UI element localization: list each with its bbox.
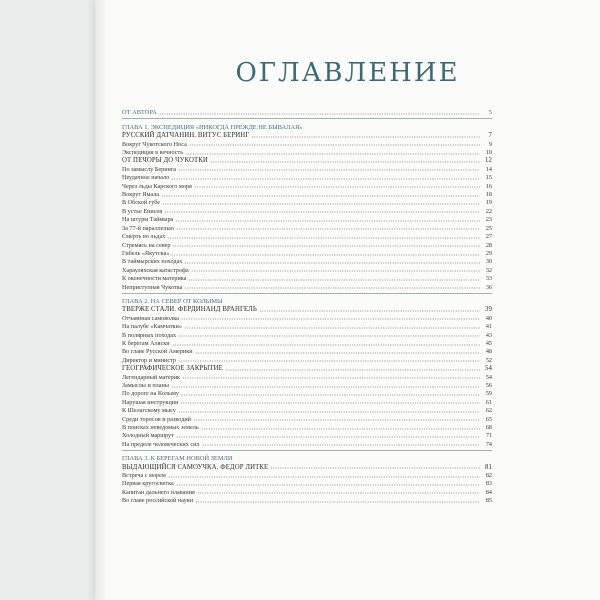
dot-leader [172, 342, 480, 346]
dot-leader [225, 367, 480, 371]
toc-entry-title: Первая кругосветка [122, 480, 174, 488]
toc-page-number: 7 [488, 132, 492, 140]
toc-entry[interactable] [122, 471, 492, 479]
toc-entry-title: Гибель «Якутска» [122, 249, 170, 257]
toc-page-number: 30 [485, 258, 492, 266]
dot-leader [182, 376, 480, 380]
toc-entry-title: Во главе Русской Америки [122, 348, 193, 356]
dot-leader [171, 176, 480, 180]
toc-page-number: 71 [485, 432, 492, 440]
toc-entry-title: В таймырских походах [122, 258, 183, 266]
toc-page-number: 22 [485, 207, 492, 215]
toc-entry[interactable] [122, 330, 492, 338]
dot-leader [168, 474, 480, 478]
dot-leader [176, 227, 480, 231]
toc-page-number: 19 [485, 199, 492, 207]
toc-chapter[interactable] [122, 454, 492, 462]
dot-leader [171, 252, 480, 256]
section-divider [122, 448, 492, 454]
toc-page-number: 56 [485, 382, 492, 389]
toc-entry[interactable] [122, 249, 492, 257]
dot-leader [210, 159, 480, 163]
toc-entry-title: К берегам Аляски [122, 339, 170, 347]
toc-entry-title: В полярных походах [122, 331, 177, 339]
toc-entry-title: По замыслу Беринга [122, 165, 177, 173]
toc-entry[interactable] [122, 181, 492, 189]
toc-entry-title: Харауляхская катастрофа [122, 266, 189, 274]
toc-entry[interactable] [122, 397, 492, 405]
toc-entry[interactable] [122, 355, 492, 363]
dot-leader [167, 235, 480, 239]
toc-page-number: 29 [485, 249, 492, 257]
dot-leader [178, 359, 480, 363]
toc-page-number: 85 [485, 497, 492, 505]
dot-leader [195, 350, 480, 354]
toc-entry-title: ГЛАВА 3. К БЕРЕГАМ НОВОЙ ЗЕМЛИ [122, 455, 233, 463]
dot-leader [180, 401, 480, 405]
toc-entry-title: Экспедиция в вечность [122, 149, 184, 157]
dot-leader [197, 491, 480, 495]
toc-page-number: 12 [485, 157, 492, 165]
toc-entry[interactable] [122, 198, 492, 206]
toc-section[interactable] [122, 364, 492, 372]
dot-leader [194, 185, 480, 189]
dot-leader [178, 409, 480, 413]
dot-leader [184, 286, 480, 290]
page-title: ОГЛАВЛЕНИЕ [235, 58, 460, 88]
dot-leader [184, 260, 480, 264]
toc-entry[interactable] [122, 190, 492, 198]
toc-entry-title: Вокруг Ямала [122, 191, 160, 199]
toc-page-number: 25 [485, 224, 492, 232]
toc-entry-title: ГЛАВА 2. НА СЕВЕР ОТ КОЛЫМЫ [122, 297, 223, 305]
dot-leader [270, 466, 480, 470]
toc-entry[interactable] [122, 479, 492, 487]
dot-leader [184, 325, 480, 329]
toc-entry[interactable] [122, 347, 492, 355]
toc-page-number: 41 [485, 323, 492, 331]
toc-entry-title: Неприступная Чукотка [122, 283, 183, 291]
toc-entry-title: ОТ АВТОРА [122, 109, 157, 117]
toc-page-number: 61 [485, 398, 492, 406]
toc-entry[interactable] [122, 406, 492, 414]
dot-leader [259, 308, 480, 312]
dot-leader [195, 499, 480, 503]
toc-entry-title: На палубе «Камчатки» [122, 323, 182, 331]
toc-entry[interactable] [122, 215, 492, 223]
toc-section[interactable] [122, 462, 492, 470]
toc-entry[interactable] [122, 313, 492, 321]
toc-entry-title: К Шелагскому мысу [122, 407, 176, 415]
toc-entry-title: В поисках неведомых земель [122, 424, 199, 432]
toc-page-number: 9 [488, 140, 492, 148]
toc-entry[interactable] [122, 232, 492, 240]
toc-entry[interactable] [122, 265, 492, 273]
table-of-contents [122, 108, 492, 504]
dot-leader [188, 277, 480, 281]
toc-entry[interactable] [122, 431, 492, 439]
spine-shadow [95, 0, 107, 600]
toc-entry-title: В Обской губе [122, 199, 161, 207]
toc-section[interactable] [122, 305, 492, 313]
dot-leader [202, 443, 481, 447]
toc-entry[interactable] [122, 487, 492, 495]
toc-entry[interactable] [122, 206, 492, 214]
toc-page-number: 14 [485, 165, 492, 173]
dot-leader [189, 143, 480, 147]
toc-page-number: 5 [488, 109, 492, 117]
dot-leader [172, 244, 480, 248]
dot-leader [201, 426, 480, 430]
toc-chapter[interactable] [122, 297, 492, 305]
dot-leader [178, 334, 480, 338]
dot-leader [161, 193, 480, 197]
toc-page-number: 27 [485, 233, 492, 241]
toc-page-number: 36 [485, 283, 492, 291]
toc-entry-title: Стремясь на север [122, 241, 171, 249]
toc-page-number: 16 [485, 182, 492, 190]
dot-leader [181, 392, 480, 396]
toc-entry-title: Нарушая инструкции [122, 398, 179, 406]
toc-entry-title: Неудачное начало [122, 174, 170, 182]
section-divider [122, 116, 492, 122]
toc-entry-title: Вокруг Чукотского Носа [122, 140, 187, 148]
toc-entry-title: ВЫДАЮЩИЙСЯ САМОУЧКА. ФЕДОР ЛИТКЕ [122, 463, 269, 471]
dot-leader [185, 151, 480, 155]
toc-entry-title: За 77-й параллелью [122, 224, 174, 232]
toc-page-number: 40 [485, 314, 492, 322]
toc-entry[interactable] [122, 223, 492, 231]
dot-leader [164, 210, 480, 214]
toc-page-number: 68 [485, 424, 492, 432]
toc-entry[interactable] [122, 414, 492, 422]
toc-entry-title: РУССКИЙ ДАТЧАНИН. ВИТУС БЕРИНГ [122, 132, 250, 140]
toc-entry[interactable] [122, 139, 492, 147]
toc-entry[interactable] [122, 381, 492, 389]
toc-entry-title: Отчаянная самоволка [122, 314, 179, 322]
toc-entry[interactable] [122, 148, 492, 156]
toc-entry[interactable] [122, 240, 492, 248]
toc-chapter[interactable] [122, 108, 492, 116]
toc-entry-title: Легендарный материк [122, 373, 181, 381]
toc-entry-title: Директор и министр [122, 356, 176, 364]
toc-entry-title: ГЛАВА 1. ЭКСПЕДИЦИЯ «НИКОГДА ПРЕЖДЕ НЕ БЫВАЛАЯ» [122, 123, 303, 131]
toc-entry-title: Во главе российской науки [122, 497, 194, 505]
dot-leader [191, 269, 480, 273]
toc-page-number: 48 [485, 348, 492, 356]
toc-entry-title: Среди торосов и разводий [122, 415, 191, 423]
dot-leader [159, 111, 480, 115]
toc-entry-title: На штурм Таймыра [122, 216, 174, 224]
dot-leader [251, 134, 480, 138]
toc-entry[interactable] [122, 322, 492, 330]
toc-page-number: 39 [485, 306, 492, 314]
toc-entry[interactable] [122, 496, 492, 504]
toc-entry[interactable] [122, 164, 492, 172]
toc-page-number: 54 [485, 365, 492, 373]
toc-entry[interactable] [122, 282, 492, 290]
toc-page-number: 28 [485, 241, 492, 249]
dot-leader [171, 384, 480, 388]
toc-entry[interactable] [122, 339, 492, 347]
toc-page-number: 43 [485, 331, 492, 339]
toc-page-number: 59 [485, 390, 492, 398]
toc-page-number: 74 [485, 440, 492, 448]
toc-page-number: 52 [485, 356, 492, 364]
toc-entry-title: ОТ ПЕЧОРЫ ДО ЧУКОТКИ [122, 157, 208, 165]
dot-leader [176, 482, 480, 486]
toc-entry-title: Замыслы и планы [122, 382, 169, 389]
dot-leader [178, 168, 480, 172]
toc-entry[interactable] [122, 423, 492, 431]
toc-page-number: 10 [485, 149, 492, 157]
toc-entry-title: ГЕОГРАФИЧЕСКОЕ ЗАКРЫТИЕ [122, 365, 223, 373]
toc-page-number: 81 [485, 463, 492, 471]
toc-page-number: 32 [485, 266, 492, 274]
toc-entry-title: Через льды Карского моря [122, 182, 192, 190]
toc-entry-title: Капитан дальнего плавания [122, 488, 195, 496]
toc-page-number: 18 [485, 191, 492, 199]
toc-page-number: 82 [485, 472, 492, 480]
toc-chapter[interactable] [122, 122, 492, 130]
toc-entry-title: Холодный маршрут [122, 432, 174, 440]
dot-leader [175, 218, 480, 222]
toc-page-number: 33 [485, 275, 492, 283]
toc-entry[interactable] [122, 257, 492, 265]
toc-entry[interactable] [122, 439, 492, 447]
toc-entry-title: Смерть во льдах [122, 233, 166, 241]
toc-section[interactable] [122, 131, 492, 139]
toc-section[interactable] [122, 156, 492, 164]
toc-page-number: 23 [485, 216, 492, 224]
toc-entry[interactable] [122, 389, 492, 397]
toc-page-number: 45 [485, 339, 492, 347]
toc-page-number: 83 [485, 480, 492, 488]
toc-entry-title: ТВЕРЖЕ СТАЛИ. ФЕРДИНАНД ВРАНГЕЛЬ [122, 306, 257, 314]
toc-page-number: 62 [485, 407, 492, 415]
toc-entry-title: На пределе человеческих сил [122, 440, 200, 448]
toc-page-number: 65 [485, 415, 492, 423]
section-divider [122, 291, 492, 297]
toc-page-number: 84 [485, 488, 492, 496]
toc-entry-title: В устье Енисея [122, 207, 163, 215]
toc-page-number: 15 [485, 174, 492, 182]
dot-leader [181, 317, 480, 321]
toc-entry-title: Встреча с морем [122, 472, 166, 480]
toc-entry[interactable] [122, 274, 492, 282]
dot-leader [162, 201, 480, 205]
toc-entry-title: По дороге на Колыму [122, 390, 179, 398]
dot-leader [176, 434, 480, 438]
toc-entry[interactable] [122, 173, 492, 181]
toc-page-number: 54 [485, 373, 492, 381]
toc-entry-title: К оконечности материка [122, 275, 187, 283]
dot-leader [193, 418, 480, 422]
toc-entry[interactable] [122, 372, 492, 380]
